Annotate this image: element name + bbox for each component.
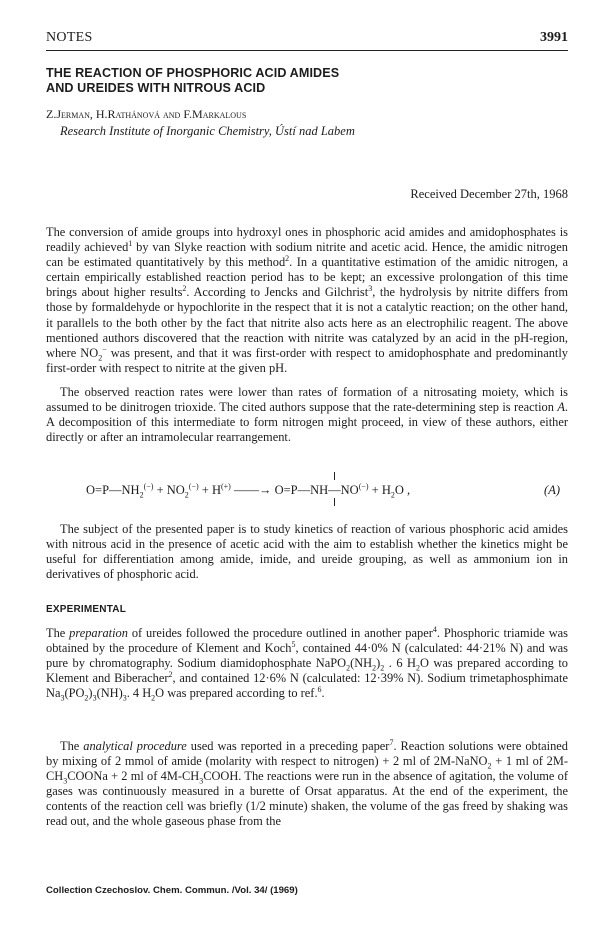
section-heading: EXPERIMENTAL: [46, 604, 126, 615]
authors: Z.Jerman, H.Rathánová and F.Markalous: [46, 107, 247, 121]
bond-up: [334, 472, 335, 480]
paragraph-procedure: The analytical procedure used was reported in a preceding paper$^7$. Reaction solutions were obtained by mixing of 2 mmol of amide (molarity with respect to nitrogen) + 2 ml of 2M-NaNO$_2$ + 1 ml of $2M-CH_3COONa + 2$ ml of $4M-CH_3COOH$. The reactions were run in the absence of agitation, the volume of gases was continuously measured in a burette of Orsat apparatus. At the end of the experiment, the contents of the reaction cell was briefly (1/2 minute) shaken, the volume of the gas freed by shaking was read out, and the whole gaseous phase from the: [46, 737, 568, 829]
bond-down: [334, 498, 335, 506]
running-header: [46, 30, 568, 50]
paragraph-aim: The subject of the presented paper is to study kinetics of reaction of various phosphoric acid amides with nitrous acid in the presence of acetic acid with the aim to establish whether the kinetics might be useful for differentiation among amide, imide, and ureide grouping, as well as ammonium ion in derivatives of phosphoric acid.: [46, 522, 568, 582]
title-line-1: THE REACTION OF PHOSPHORIC ACID AMIDES: [46, 66, 340, 80]
equation-label: (A): [544, 483, 560, 497]
paragraph-preparation: The preparation of ureides followed the procedure outlined in another paper$^4$. Phosphoric triamide was obtained by the procedure of Klement and Koch$^5$, contained 44·0% N (calculated: 44·21% N) and was pure by chromatography. Sodium diamidophosphate $NaPO_2(NH_2)_2$ . 6 $H_2O$ was prepared according to Klement and Biberacher$^2$, and contained 12·6% N (calculated: 12·39% N). Sodium trimetaphosphimate $Na_3(PO_2)_3(NH)_3$. 4 $H_2O$ was prepared according to ref.$^6$.: [46, 624, 568, 703]
title-line-2: AND UREIDES WITH NITROUS ACID: [46, 81, 266, 95]
header-section: NOTES: [46, 30, 93, 45]
equation-formula: $O=P—NH_2^{(-)} + NO_2^{(-)} + H^{(+)}$ ——→ O=P—NH—NO(−) + $H_2O$ ,: [86, 481, 411, 500]
paragraph-intro: The conversion of amide groups into hydroxyl ones in phosphoric acid amides and amidophosphates is readily achieved$^1$ by van Slyke reaction with sodium nitrite and acetic acid. Hence, the amidic nitrogen can be estimated quantitatively by this method$^2$. In a quantitative estimation of the amidic nitrogen, a certain empirically established reaction period has to be kept; an excessive prolongation of this time brings about higher results$^2$. According to Jencks and Gilchrist$^3$, the hydrolysis by nitrite differs from those by formaldehyde or hypochlorite in the respect that it is not a catalytic reaction; on the other hand, it parallels to the both other by the fact that nitrite also acts here as an electrophilic reagent. The above mentioned authors discovered that the reaction with nitrite was catalyzed by an acid in the pH-region, where $NO_2^-$ was present, and that it was first-order with respect to amidophosphate and predominantly first-order with respect to nitrite at the given pH.: [46, 225, 569, 375]
journal-footer: Collection Czechoslov. Chem. Commun. /Vol. 34/ (1969): [46, 885, 298, 896]
affiliation: Research Institute of Inorganic Chemistry, Ústí nad Labem: [60, 124, 355, 138]
reaction-equation: [46, 470, 568, 510]
received-date: Received December 27th, 1968: [410, 187, 568, 201]
header-rule: [46, 50, 568, 51]
page-number: 3991: [540, 30, 568, 45]
paragraph-mechanism: The observed reaction rates were lower than rates of formation of a nitrosating moiety, which is assumed to be dinitrogen trioxide. The cited authors suppose that the rate-determining step is reaction A. A decomposition of this intermediate to form nitrogen might proceed, in view of these authors, either directly or after an intramolecular rearrangement.: [46, 385, 568, 445]
article-title: [46, 66, 566, 96]
